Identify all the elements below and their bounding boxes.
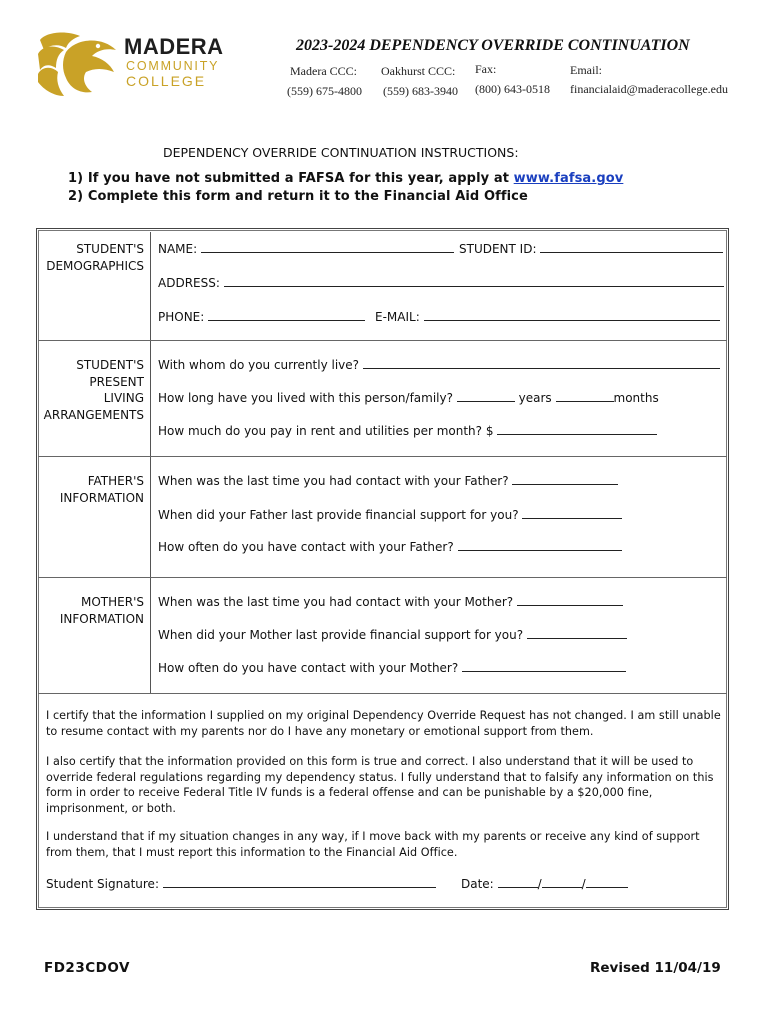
contact-email-address[interactable]: financialaid@maderacollege.edu	[570, 82, 728, 96]
certification-paragraph-3: I understand that if my situation changes in any way, if I move back with my parents or receive any kind of support from them, that I must report this information to the Financial Aid Office.	[46, 830, 700, 859]
question-text: When was the last time you had contact with your Father?	[158, 474, 509, 488]
mother-support-input-line[interactable]	[527, 627, 627, 639]
logo-wordmark-community: COMMUNITY	[126, 59, 220, 73]
contact-oakhurst-phone: (559) 683-3940	[383, 84, 458, 98]
contact-madera-label: Madera CCC:	[290, 64, 357, 78]
question-text: When was the last time you had contact with your Mother?	[158, 595, 514, 609]
name-input-line[interactable]	[201, 241, 454, 253]
section-label-line: PRESENT	[89, 374, 144, 389]
address-field[interactable]	[158, 275, 724, 290]
rent-input-line[interactable]	[497, 423, 657, 435]
father-last-contact-field[interactable]	[158, 473, 618, 488]
question-text: When did your Mother last provide financial support for you?	[158, 628, 524, 642]
section-label-living-arrangements	[44, 357, 144, 423]
signature-field[interactable]	[46, 876, 436, 891]
question-text: How long have you lived with this person/family?	[158, 391, 453, 405]
date-month-input-line[interactable]	[498, 876, 538, 888]
mother-last-contact-field[interactable]	[158, 594, 623, 609]
father-frequency-input-line[interactable]	[458, 539, 622, 551]
step-text: Complete this form and return it to the Financial Aid Office	[87, 189, 528, 204]
section-label-line: INFORMATION	[59, 611, 144, 626]
mother-support-field[interactable]	[158, 627, 627, 642]
section-label-line: INFORMATION	[59, 490, 144, 505]
section-label-line: DEMOGRAPHICS	[46, 258, 144, 273]
date-separator: /	[581, 877, 586, 891]
step-number: 1)	[68, 171, 84, 186]
section-label-father	[60, 473, 144, 506]
step-text: If you have not submitted a FAFSA for this year, apply at	[87, 171, 510, 186]
contact-email-label: Email:	[570, 63, 602, 77]
label-column-divider	[150, 232, 151, 694]
phone-field[interactable]	[158, 309, 365, 324]
address-label: ADDRESS:	[158, 276, 220, 290]
section-divider	[38, 577, 727, 578]
section-divider	[38, 456, 727, 457]
father-support-input-line[interactable]	[522, 507, 622, 519]
living-with-input-line[interactable]	[363, 357, 720, 369]
revision-date: Revised 11/04/19	[590, 960, 721, 976]
name-field-label: NAME:	[158, 242, 198, 256]
fafsa-link[interactable]: www.fafsa.gov	[513, 171, 624, 186]
section-divider	[38, 693, 727, 694]
email-input-line[interactable]	[424, 309, 720, 321]
address-input-line[interactable]	[224, 275, 724, 287]
student-id-input-line[interactable]	[540, 241, 723, 253]
contact-fax-number: (800) 643-0518	[475, 82, 550, 96]
section-label-line: ARRANGEMENTS	[43, 407, 144, 422]
question-text: When did your Father last provide financial support for you?	[158, 508, 519, 522]
signature-label: Student Signature:	[46, 877, 159, 891]
step-number: 2)	[68, 189, 84, 204]
signature-input-line[interactable]	[163, 876, 436, 888]
email-field[interactable]	[375, 309, 720, 324]
question-text: How much do you pay in rent and utilities per month? $	[158, 424, 494, 438]
logo-wordmark-college: COLLEGE	[126, 73, 207, 89]
certification-paragraph-1: I certify that the information I supplied on my original Dependency Override Request has not changed. I am still unable to resume contact with my parents nor do I have any monetary or emotional support from them.	[46, 709, 721, 738]
section-label-line: STUDENT'S	[76, 242, 144, 256]
question-text: With whom do you currently live?	[158, 358, 360, 372]
certification-paragraph-2: I also certify that the information provided on this form is true and correct. I also understand that it will be used to override federal regulations regarding my dependency status. I fully understand that to falsify any information on this form in order to receive Federal Title IV funds is a federal offense and can be punishable by a $20,000 fine, imprisonment, or both.	[46, 755, 714, 815]
mother-frequency-field[interactable]	[158, 660, 626, 675]
phone-label: PHONE:	[158, 310, 205, 324]
phone-input-line[interactable]	[208, 309, 365, 321]
section-divider	[38, 340, 727, 341]
section-label-line: FATHER'S	[87, 474, 144, 488]
father-frequency-field[interactable]	[158, 539, 622, 554]
question-text: How often do you have contact with your Mother?	[158, 661, 459, 675]
question-text: How often do you have contact with your Father?	[158, 540, 454, 554]
student-id-field[interactable]	[459, 241, 723, 256]
living-duration-field[interactable]	[158, 390, 659, 405]
instructions-title: DEPENDENCY OVERRIDE CONTINUATION INSTRUCTIONS:	[163, 145, 519, 160]
form-code: FD23CDOV	[44, 960, 130, 976]
living-with-field[interactable]	[158, 357, 720, 372]
section-label-line: MOTHER'S	[81, 595, 144, 609]
section-label-line: STUDENT'S	[76, 358, 144, 372]
father-last-contact-input-line[interactable]	[512, 473, 618, 485]
form-title: 2023-2024 DEPENDENCY OVERRIDE CONTINUATION	[296, 37, 690, 54]
months-input-line[interactable]	[556, 390, 614, 402]
mother-frequency-input-line[interactable]	[462, 660, 626, 672]
date-field[interactable]	[461, 876, 628, 891]
logo-wordmark-madera: MADERA	[124, 34, 224, 59]
months-label: months	[613, 391, 659, 405]
instruction-step-1	[68, 171, 623, 186]
date-separator: /	[537, 877, 542, 891]
years-label: years	[518, 391, 552, 405]
section-label-mother	[60, 594, 144, 627]
rent-field[interactable]	[158, 423, 657, 438]
father-support-field[interactable]	[158, 507, 622, 522]
section-label-demographics	[46, 241, 144, 274]
email-label: E-MAIL:	[375, 310, 420, 324]
years-input-line[interactable]	[457, 390, 515, 402]
date-year-input-line[interactable]	[586, 876, 628, 888]
date-day-input-line[interactable]	[542, 876, 582, 888]
section-label-line: LIVING	[103, 391, 144, 405]
date-label: Date:	[461, 877, 494, 891]
contact-oakhurst-label: Oakhurst CCC:	[381, 64, 456, 78]
name-field[interactable]	[158, 241, 454, 256]
contact-madera-phone: (559) 675-4800	[287, 84, 362, 98]
contact-fax-label: Fax:	[475, 62, 497, 76]
student-id-label: STUDENT ID:	[459, 242, 537, 256]
instruction-step-2	[68, 189, 528, 204]
madera-eagle-logo-icon	[36, 30, 122, 100]
mother-last-contact-input-line[interactable]	[517, 594, 623, 606]
